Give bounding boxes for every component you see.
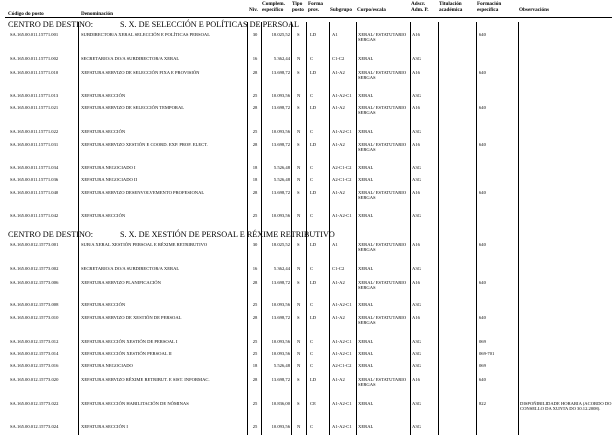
- cell-code: SA.165.00.012.15773.024: [10, 424, 59, 429]
- header-tipo-1: Tipo: [292, 1, 303, 7]
- cell-fe: 069: [479, 339, 486, 344]
- cell-code: SA.165.00.011.15771.002: [10, 56, 59, 61]
- header-codigo: Código do posto: [8, 11, 44, 17]
- cell-sub: A1-A2-C1: [332, 129, 352, 134]
- cell-code: SA.165.00.011.15771.013: [10, 93, 59, 98]
- cell-code: SA.165.00.012.15773.010: [10, 315, 59, 320]
- cell-code: SA.165.00.012.15773.016: [10, 363, 59, 368]
- cell-code: SA.165.00.012.15773.008: [10, 302, 59, 307]
- cell-sub: A1: [332, 32, 338, 37]
- cell-fe: 640: [479, 242, 486, 247]
- header-adscr-2: Adm. P.: [411, 7, 429, 13]
- cell-comp: 5.362,44: [273, 266, 290, 271]
- cell-ads: A3G: [412, 351, 421, 356]
- cell-sub: A1-A2-C1: [332, 401, 352, 406]
- header-formacion-2: específica: [477, 7, 499, 13]
- header-subgrupo: Subgrupo: [330, 7, 352, 13]
- cell-den: XEFATURA SECCIÓN HABILITACIÓN DE NÓMINAS: [81, 401, 189, 406]
- cell-ads: A3G: [412, 93, 421, 98]
- cell-den: XEFATURA SECCIÓN: [81, 213, 126, 218]
- cell-niv: 30: [252, 242, 258, 247]
- cell-den: XEFATURA NEGOCIADO II: [81, 177, 138, 182]
- cell-den: XEFATURA NEGOCIADO I: [81, 165, 136, 170]
- cell-ads: A3G: [412, 165, 421, 170]
- column-separator: [410, 22, 411, 435]
- header-forma-1: Forma: [308, 1, 323, 7]
- cell-tipo: S: [297, 242, 300, 247]
- cell-den: XEFATURA NEGOCIADO: [81, 363, 133, 368]
- cell-comp: 13.698,72: [271, 105, 290, 110]
- cell-corpo: XERAL/ ESTATUTARIO SERGAS: [358, 315, 407, 326]
- cell-fe: 640: [479, 190, 486, 195]
- cell-ads: A16: [412, 142, 420, 147]
- cell-niv: 28: [252, 190, 258, 195]
- section-label-2: CENTRO DE DESTINO:: [8, 230, 94, 239]
- cell-sub: A1-A2: [332, 315, 345, 320]
- cell-sub: A1-A2: [332, 280, 345, 285]
- section-title-2: [8, 230, 335, 239]
- cell-sub: A1-A2-C1: [332, 302, 352, 307]
- cell-niv: 28: [252, 70, 258, 75]
- cell-den: XEFATURA SECCIÓN: [81, 129, 126, 134]
- cell-code: SA.165.00.011.15771.031: [10, 142, 59, 147]
- cell-sub: A1-A2: [332, 105, 345, 110]
- cell-code: SA.165.00.012.15773.006: [10, 280, 59, 285]
- cell-niv: 25: [252, 213, 258, 218]
- header-rule: [5, 17, 612, 18]
- cell-comp: 13.698,72: [271, 280, 290, 285]
- cell-niv: 28: [252, 280, 258, 285]
- cell-tipo: S: [297, 401, 300, 406]
- header-corpo-escala: Corpo/escala: [357, 7, 386, 13]
- header-formacion-1: Formación: [477, 1, 502, 7]
- cell-corpo: XERAL: [358, 129, 374, 134]
- cell-fe: 640: [479, 142, 486, 147]
- cell-code: SA.165.00.011.15771.040: [10, 190, 59, 195]
- cell-forma: C: [310, 302, 314, 307]
- cell-corpo: XERAL: [358, 213, 374, 218]
- cell-corpo: XERAL/ ESTATUTARIO SERGAS: [358, 190, 407, 201]
- cell-ads: A3G: [412, 424, 421, 429]
- cell-corpo: XERAL: [358, 56, 374, 61]
- cell-fe: 640: [479, 377, 486, 382]
- cell-code: SA.165.00.011.15771.042: [10, 213, 59, 218]
- cell-corpo: XERAL: [358, 339, 374, 344]
- cell-forma: C: [310, 177, 314, 182]
- cell-tipo: N: [297, 266, 301, 271]
- cell-den: XEFATURA SECCIÓN I: [81, 424, 128, 429]
- cell-sub: C1-C2: [332, 266, 345, 271]
- cell-corpo: XERAL: [358, 93, 374, 98]
- cell-sub: A1-A2: [332, 142, 345, 147]
- column-separator: [329, 22, 330, 435]
- cell-tipo: S: [297, 105, 300, 110]
- cell-code: SA.165.00.012.15773.012: [10, 339, 59, 344]
- cell-comp: 13.698,72: [271, 70, 290, 75]
- header-tipo-2: posto: [292, 7, 304, 13]
- cell-code: SA.165.00.012.15773.022: [10, 401, 59, 406]
- cell-niv: 16: [252, 266, 258, 271]
- cell-niv: 28: [252, 315, 258, 320]
- header-titulacion-2: académica: [439, 7, 463, 13]
- cell-forma: LD: [310, 142, 317, 147]
- cell-niv: 18: [252, 177, 258, 182]
- section-label-1: CENTRO DE DESTINO:: [8, 20, 94, 29]
- header-adscr-1: Adscr.: [411, 1, 426, 7]
- cell-niv: 25: [252, 129, 258, 134]
- cell-tipo: S: [297, 70, 300, 75]
- cell-ads: A16: [412, 190, 420, 195]
- cell-corpo: XERAL: [358, 363, 374, 368]
- cell-forma: LD: [310, 242, 317, 247]
- cell-comp: 10.093,56: [271, 213, 290, 218]
- cell-sub: A1-A2-C1: [332, 93, 352, 98]
- cell-fe: 822: [479, 401, 486, 406]
- cell-corpo: XERAL: [358, 177, 374, 182]
- cell-ads: A16: [412, 32, 420, 37]
- cell-niv: 18: [252, 165, 258, 170]
- cell-comp: 10.093,56: [271, 129, 290, 134]
- column-separator: [78, 22, 79, 435]
- cell-tipo: N: [297, 339, 301, 344]
- cell-ads: A3G: [412, 339, 421, 344]
- header-complem-2: específico: [262, 7, 284, 13]
- cell-comp: 10.093,56: [271, 424, 290, 429]
- cell-den: SUBDIRECTOR/A XERAL SELECCIÓN E POLÍTICAS PERSOAL: [81, 32, 211, 37]
- cell-niv: 25: [252, 93, 258, 98]
- cell-ads: A16: [412, 315, 420, 320]
- cell-comp: 13.698,72: [271, 315, 290, 320]
- cell-niv: 28: [252, 142, 258, 147]
- cell-comp: 18.025,52: [271, 32, 290, 37]
- section-name-2: S. X. DE XESTIÓN DE PERSOAL E RÉXIME RETRIBUTIVO: [120, 230, 335, 239]
- cell-tipo: N: [297, 302, 301, 307]
- cell-forma: C: [310, 266, 314, 271]
- cell-niv: 25: [252, 339, 258, 344]
- cell-tipo: N: [297, 351, 301, 356]
- cell-ads: A3G: [412, 129, 421, 134]
- cell-tipo: S: [297, 315, 300, 320]
- cell-tipo: N: [297, 129, 301, 134]
- header-niv: Niv.: [249, 7, 258, 13]
- cell-comp: 13.698,72: [271, 142, 290, 147]
- cell-sub: A1-A2-C1: [332, 351, 352, 356]
- cell-ads: A3G: [412, 401, 421, 406]
- cell-forma: C: [310, 165, 314, 170]
- cell-den: XEFATURA SECCIÓN XESTIÓN DE PERSOAL I: [81, 339, 178, 344]
- cell-den: XEFATURA SERVIZO DE XESTIÓN DE PERSOAL: [81, 315, 182, 320]
- cell-code: SA.165.00.012.15773.014: [10, 351, 59, 356]
- cell-tipo: N: [297, 165, 301, 170]
- cell-corpo: XERAL: [358, 424, 374, 429]
- cell-niv: 28: [252, 377, 258, 382]
- cell-code: SA.165.00.011.15771.021: [10, 105, 59, 110]
- cell-code: SA.165.00.012.15773.020: [10, 377, 59, 382]
- cell-tipo: S: [297, 377, 300, 382]
- cell-comp: 13.698,72: [271, 377, 290, 382]
- cell-forma: C: [310, 339, 314, 344]
- cell-ads: A16: [412, 105, 420, 110]
- cell-sub: A1-A2: [332, 377, 345, 382]
- cell-niv: 25: [252, 424, 258, 429]
- cell-sub: A2-C1-C2: [332, 177, 352, 182]
- cell-den: SUB/A XERAL XESTIÓN PERSOAL E RÉXIME RETRIBUTIVO: [81, 242, 208, 247]
- column-separator: [438, 22, 439, 435]
- cell-sub: A1-A2: [332, 190, 345, 195]
- cell-den: XEFATURA SECCIÓN XESTIÓN PERSOAL II: [81, 351, 172, 356]
- cell-code: SA.165.00.011.15771.036: [10, 177, 59, 182]
- column-separator: [476, 22, 477, 435]
- cell-forma: LD: [310, 315, 317, 320]
- cell-sub: A1-A2-C1: [332, 339, 352, 344]
- cell-forma: LD: [310, 190, 317, 195]
- cell-corpo: XERAL/ ESTATUTARIO SERGAS: [358, 280, 407, 291]
- cell-code: SA.165.00.012.15773.002: [10, 266, 59, 271]
- cell-forma: LD: [310, 377, 317, 382]
- cell-ads: A16: [412, 242, 420, 247]
- cell-den: XEFATURA SERVIZO PLANIFICACIÓN: [81, 280, 161, 285]
- cell-comp: 5.362,44: [273, 56, 290, 61]
- section-name-1: S. X. DE SELECCIÓN E POLÍTICAS DE PERSOAL: [120, 20, 299, 29]
- header-complem-1: Complem.: [262, 1, 285, 7]
- cell-sub: A1-A2-C1: [332, 424, 352, 429]
- cell-fe: 640: [479, 315, 486, 320]
- cell-fe: 640: [479, 105, 486, 110]
- cell-tipo: N: [297, 424, 301, 429]
- cell-den: SECRETARIO/A DO/A SUBDIRECTOR/A XERAL: [81, 266, 180, 271]
- cell-forma: C: [310, 56, 314, 61]
- cell-code: SA.165.00.011.15771.010: [10, 70, 59, 75]
- cell-corpo: XERAL: [358, 351, 374, 356]
- cell-corpo: XERAL/ ESTATUTARIO SERGAS: [358, 377, 407, 388]
- cell-comp: 5.526,48: [273, 363, 290, 368]
- header-observacions: Observacións: [519, 7, 549, 13]
- cell-code: SA.165.00.011.15771.034: [10, 165, 59, 170]
- cell-den: SECRETARIO/A DO/A SUBDIRECTOR/A XERAL: [81, 56, 180, 61]
- cell-den: XEFATURA SERVIZO XESTIÓN E COORD. EXP. PROF. ELECT.: [81, 142, 208, 147]
- cell-den: XEFATURA SERVIZO DE SELECCIÓN TEMPORAL: [81, 105, 185, 110]
- cell-sub: A2-C1-C2: [332, 363, 352, 368]
- cell-den: XEFATURA SECCIÓN: [81, 302, 126, 307]
- column-separator: [356, 22, 357, 435]
- cell-corpo: XERAL: [358, 266, 374, 271]
- cell-niv: 18: [252, 363, 258, 368]
- cell-sub: A1: [332, 242, 338, 247]
- cell-tipo: N: [297, 363, 301, 368]
- cell-comp: 10.836,00: [271, 401, 290, 406]
- cell-tipo: N: [297, 56, 301, 61]
- cell-fe: 640: [479, 70, 486, 75]
- column-separator: [261, 22, 262, 435]
- cell-niv: 16: [252, 56, 258, 61]
- cell-corpo: XERAL/ ESTATUTARIO SERGAS: [358, 105, 407, 116]
- cell-sub: A2-C1-C2: [332, 165, 352, 170]
- cell-niv: 25: [252, 302, 258, 307]
- cell-tipo: S: [297, 142, 300, 147]
- cell-forma: LD: [310, 32, 317, 37]
- cell-ads: A3G: [412, 177, 421, 182]
- cell-den: XEFATURA SECCIÓN: [81, 93, 126, 98]
- cell-forma: C: [310, 129, 314, 134]
- cell-ads: A3G: [412, 213, 421, 218]
- cell-tipo: N: [297, 213, 301, 218]
- cell-corpo: XERAL: [358, 165, 374, 170]
- cell-code: SA.165.00.011.15771.022: [10, 129, 59, 134]
- cell-forma: C: [310, 351, 314, 356]
- cell-ads: A3G: [412, 302, 421, 307]
- cell-sub: A1-A2-C1: [332, 213, 352, 218]
- cell-niv: 30: [252, 32, 258, 37]
- cell-sub: A1-A2: [332, 70, 345, 75]
- cell-forma: LD: [310, 70, 317, 75]
- cell-comp: 10.093,56: [271, 302, 290, 307]
- cell-tipo: N: [297, 177, 301, 182]
- header-titulacion-1: Titulación: [439, 1, 462, 7]
- cell-ads: A3G: [412, 56, 421, 61]
- cell-corpo: XERAL: [358, 302, 374, 307]
- cell-comp: 5.526,48: [273, 177, 290, 182]
- cell-corpo: XERAL/ ESTATUTARIO SERGAS: [358, 32, 407, 43]
- cell-fe: 069: [479, 363, 486, 368]
- cell-fe: 640: [479, 32, 486, 37]
- cell-ads: A3G: [412, 363, 421, 368]
- cell-den: XEFATURA SERVIZO RÉXIME RETRIBUT. E SIST. INFORMAC.: [81, 377, 210, 382]
- cell-corpo: XERAL/ ESTATUTARIO SERGAS: [358, 70, 407, 81]
- cell-ads: A16: [412, 70, 420, 75]
- cell-tipo: S: [297, 32, 300, 37]
- cell-niv: 28: [252, 105, 258, 110]
- cell-tipo: N: [297, 93, 301, 98]
- cell-tipo: S: [297, 280, 300, 285]
- cell-ads: A16: [412, 377, 420, 382]
- cell-forma: CE: [310, 401, 316, 406]
- header-denominacion: Denominación: [81, 11, 113, 17]
- cell-code: SA.165.00.011.15771.001: [10, 32, 59, 37]
- cell-corpo: XERAL/ ESTATUTARIO SERGAS: [358, 242, 407, 253]
- cell-forma: C: [310, 93, 314, 98]
- cell-comp: 10.093,56: [271, 93, 290, 98]
- cell-den: XEFATURA SERVIZO DESENVOLVEMENTO PROFESIONAL: [81, 190, 205, 195]
- cell-fe: 069-701: [479, 351, 495, 356]
- cell-forma: C: [310, 213, 314, 218]
- cell-corpo: XERAL/ ESTATUTARIO SERGAS: [358, 142, 407, 153]
- cell-sub: C1-C2: [332, 56, 345, 61]
- cell-forma: C: [310, 424, 314, 429]
- cell-comp: 5.526,48: [273, 165, 290, 170]
- cell-code: SA.165.00.012.15773.001: [10, 242, 59, 247]
- column-separator: [247, 22, 248, 435]
- cell-comp: 10.093,56: [271, 339, 290, 344]
- cell-ads: A3G: [412, 266, 421, 271]
- cell-niv: 25: [252, 351, 258, 356]
- cell-forma: LD: [310, 280, 317, 285]
- cell-ads: A16: [412, 280, 420, 285]
- column-separator: [291, 22, 292, 435]
- cell-tipo: S: [297, 190, 300, 195]
- cell-forma: LD: [310, 105, 317, 110]
- cell-obs: DISPOÑIBILIDADE HORARIA (ACORDO DO CONSELLO DA XUNTA DO 30.12.2008).: [520, 401, 612, 412]
- cell-comp: 13.698,72: [271, 190, 290, 195]
- column-separator: [306, 22, 307, 435]
- cell-niv: 25: [252, 401, 258, 406]
- section-title-1: [8, 20, 299, 29]
- column-separator: [518, 22, 519, 435]
- cell-den: XEFATURA SERVIZO DE SELECCIÓN FIXA E PROVISIÓN: [81, 70, 200, 75]
- cell-forma: C: [310, 363, 314, 368]
- cell-comp: 18.025,52: [271, 242, 290, 247]
- cell-fe: 640: [479, 280, 486, 285]
- cell-corpo: XERAL: [358, 401, 374, 406]
- header-forma-2: prov.: [308, 7, 320, 13]
- cell-comp: 10.093,56: [271, 351, 290, 356]
